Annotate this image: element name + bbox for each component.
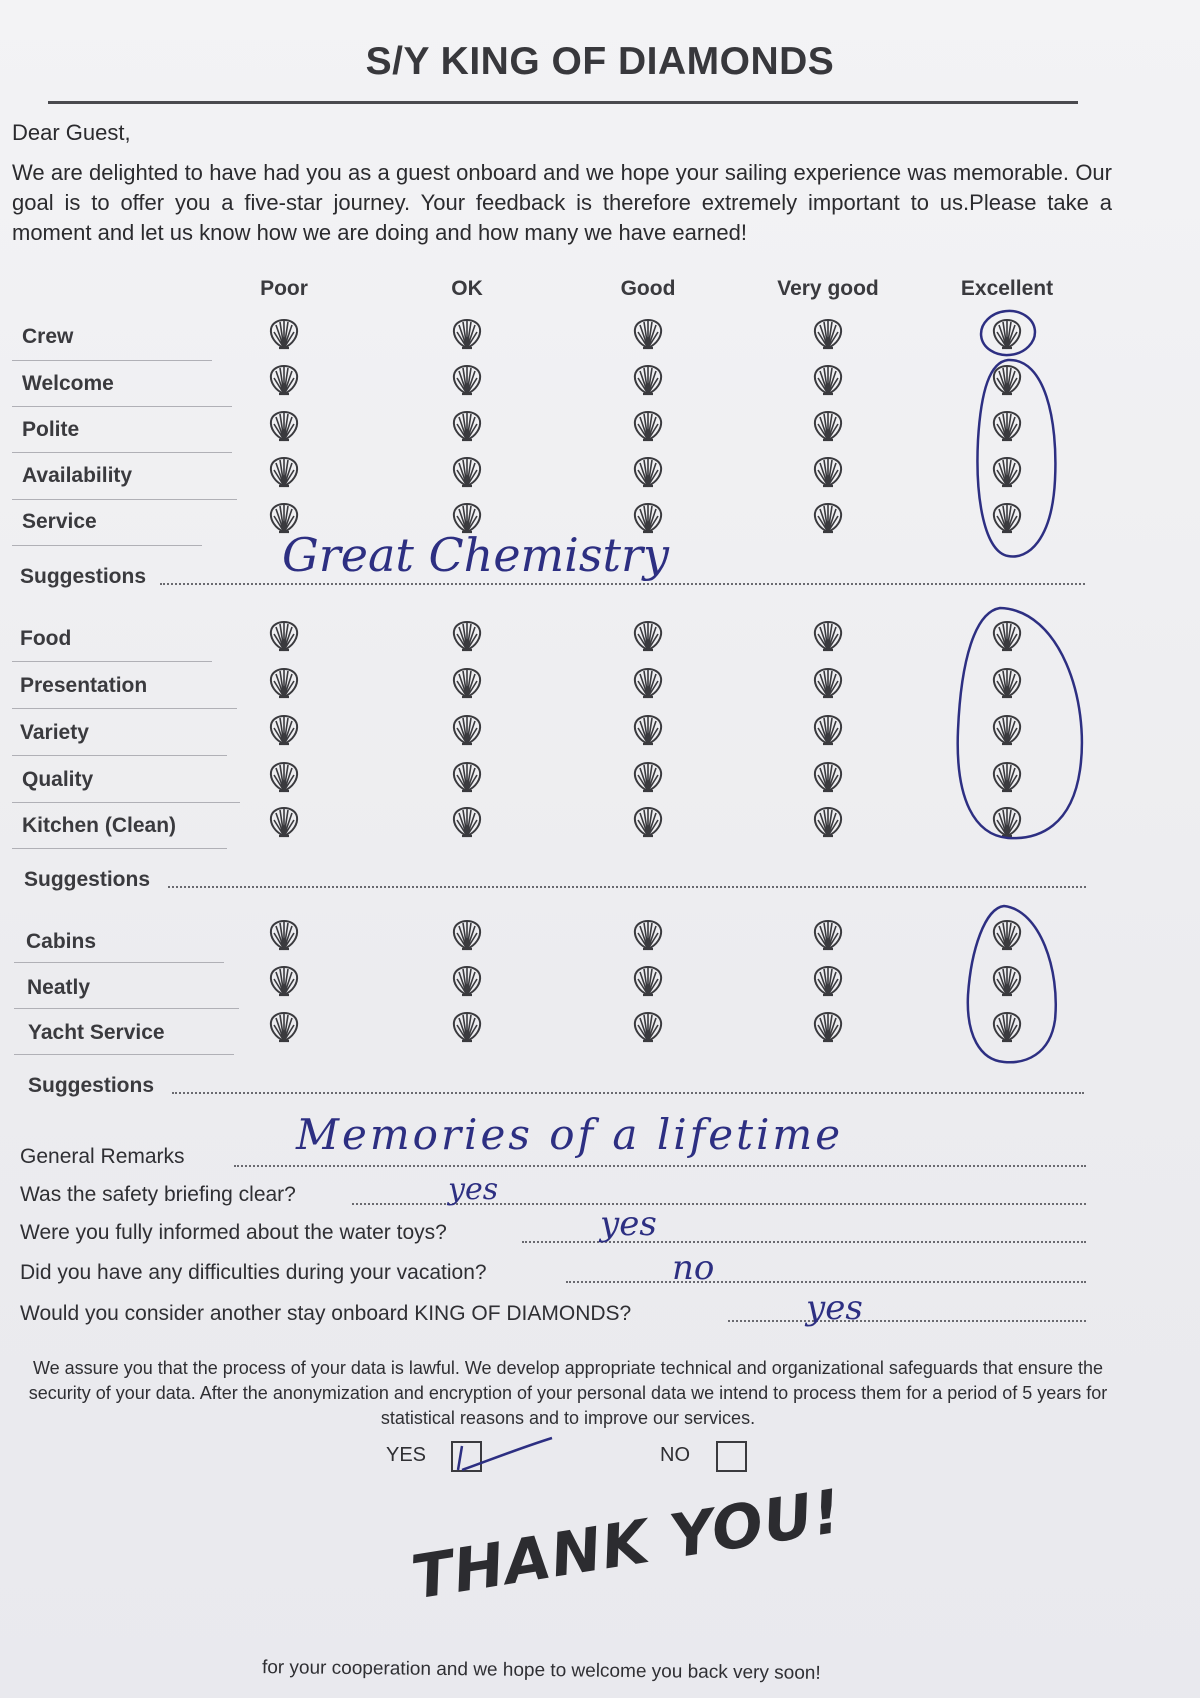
- scallop-shell-icon[interactable]: [990, 317, 1024, 351]
- handwritten-suggestion[interactable]: Great Chemistry: [282, 528, 669, 582]
- scallop-shell-icon[interactable]: [631, 363, 665, 397]
- row-divider: [12, 802, 240, 803]
- row-label-cabins: Cabins: [26, 930, 97, 953]
- scallop-shell-icon[interactable]: [631, 455, 665, 489]
- scallop-shell-icon[interactable]: [990, 363, 1024, 397]
- question-another-stay-label: Would you consider another stay onboard KING OF DIAMONDS?: [20, 1302, 632, 1325]
- row-divider: [14, 1054, 234, 1055]
- row-divider: [12, 755, 227, 756]
- row-divider: [12, 360, 212, 361]
- column-header-poor: Poor: [260, 277, 308, 300]
- scallop-shell-icon[interactable]: [450, 805, 484, 839]
- scallop-shell-icon[interactable]: [990, 666, 1024, 700]
- page-title: S/Y KING OF DIAMONDS: [365, 40, 835, 83]
- column-header-good: Good: [620, 277, 676, 300]
- scallop-shell-icon[interactable]: [631, 501, 665, 535]
- salutation: Dear Guest,: [12, 120, 131, 145]
- row-divider: [12, 708, 237, 709]
- suggestions-label-food: Suggestions: [24, 868, 151, 891]
- answer-line: [566, 1281, 1086, 1283]
- scallop-shell-icon[interactable]: [450, 409, 484, 443]
- scallop-shell-icon[interactable]: [267, 363, 301, 397]
- scallop-shell-icon[interactable]: [990, 760, 1024, 794]
- thank-you-script: THANK YOU!: [407, 1476, 847, 1614]
- scallop-shell-icon[interactable]: [990, 713, 1024, 747]
- scallop-shell-icon[interactable]: [631, 619, 665, 653]
- scallop-shell-icon[interactable]: [631, 760, 665, 794]
- consent-yes-label: YES: [386, 1444, 427, 1466]
- footer-note: for your cooperation and we hope to welcome you back very soon!: [261, 1657, 821, 1684]
- scallop-shell-icon[interactable]: [811, 805, 845, 839]
- scallop-shell-icon[interactable]: [631, 713, 665, 747]
- consent-no-label: NO: [660, 1444, 690, 1466]
- question-general-remarks-label: General Remarks: [20, 1145, 185, 1168]
- scallop-shell-icon[interactable]: [990, 409, 1024, 443]
- scallop-shell-icon[interactable]: [267, 805, 301, 839]
- scallop-shell-icon[interactable]: [267, 964, 301, 998]
- scallop-shell-icon[interactable]: [267, 918, 301, 952]
- row-label-presentation: Presentation: [20, 674, 148, 697]
- row-divider: [12, 499, 237, 500]
- row-divider: [12, 848, 227, 849]
- privacy-notice: We assure you that the process of your data is lawful. We develop appropriate technical and organizational safeguards that ensure the security of your data. After the anonymization and encryption of your personal data we intend to process them for a period of 5 years for statistical reasons and to improve our services.: [28, 1358, 1108, 1428]
- title-divider: [48, 101, 1078, 104]
- scallop-shell-icon[interactable]: [990, 619, 1024, 653]
- scallop-shell-icon[interactable]: [450, 964, 484, 998]
- question-safety-briefing-label: Was the safety briefing clear?: [20, 1183, 296, 1206]
- row-label-service: Service: [22, 510, 97, 533]
- scallop-shell-icon[interactable]: [450, 501, 484, 535]
- scallop-shell-icon[interactable]: [811, 666, 845, 700]
- row-divider: [12, 406, 232, 407]
- another-stay-answer[interactable]: yes: [806, 1288, 863, 1328]
- intro-paragraph: We are delighted to have had you as a guest onboard and we hope your sailing experience was memorable. Our goal is to offer you a five-star journey. Your feedback is therefore extremely important to us.Please take a moment and let us know how we are doing and how many we have earned!: [12, 160, 1112, 245]
- scallop-shell-icon[interactable]: [450, 363, 484, 397]
- scallop-shell-icon[interactable]: [990, 455, 1024, 489]
- row-label-neatly: Neatly: [27, 976, 91, 999]
- scallop-shell-icon[interactable]: [267, 760, 301, 794]
- consent-no-checkbox[interactable]: [716, 1441, 747, 1472]
- column-header-excellent: Excellent: [960, 277, 1054, 300]
- scallop-shell-icon[interactable]: [811, 1010, 845, 1044]
- scallop-shell-icon[interactable]: [450, 455, 484, 489]
- scallop-shell-icon[interactable]: [811, 455, 845, 489]
- answer-line: [234, 1165, 1086, 1167]
- scallop-shell-icon[interactable]: [631, 918, 665, 952]
- scallop-shell-icon[interactable]: [450, 713, 484, 747]
- suggestions-label-cabins: Suggestions: [28, 1074, 155, 1097]
- row-label-food: Food: [20, 627, 72, 650]
- row-label-availability: Availability: [22, 464, 133, 487]
- scallop-shell-icon[interactable]: [811, 713, 845, 747]
- scallop-shell-icon[interactable]: [811, 363, 845, 397]
- suggestions-line: [160, 583, 1085, 585]
- scallop-shell-icon[interactable]: [450, 619, 484, 653]
- row-label-yacht-service: Yacht Service: [28, 1021, 165, 1044]
- water-toys-answer[interactable]: yes: [600, 1204, 657, 1244]
- scallop-shell-icon[interactable]: [450, 317, 484, 351]
- scallop-shell-icon[interactable]: [267, 666, 301, 700]
- row-label-variety: Variety: [20, 721, 89, 744]
- question-difficulties-label: Did you have any difficulties during your vacation?: [20, 1261, 487, 1284]
- scallop-shell-icon[interactable]: [631, 805, 665, 839]
- column-header-very-good: Very good: [777, 277, 879, 300]
- row-label-quality: Quality: [22, 768, 94, 791]
- row-divider: [12, 545, 202, 546]
- scallop-shell-icon[interactable]: [631, 317, 665, 351]
- scallop-shell-icon[interactable]: [267, 409, 301, 443]
- row-label-welcome: Welcome: [22, 372, 114, 395]
- suggestions-label-crew: Suggestions: [20, 565, 147, 588]
- scallop-shell-icon[interactable]: [267, 317, 301, 351]
- suggestions-line: [168, 886, 1086, 888]
- row-divider: [12, 452, 232, 453]
- row-label-polite: Polite: [22, 418, 80, 441]
- scallop-shell-icon[interactable]: [631, 409, 665, 443]
- scallop-shell-icon[interactable]: [267, 713, 301, 747]
- scallop-shell-icon[interactable]: [631, 1010, 665, 1044]
- scallop-shell-icon[interactable]: [450, 760, 484, 794]
- scallop-shell-icon[interactable]: [267, 619, 301, 653]
- scallop-shell-icon[interactable]: [267, 501, 301, 535]
- scallop-shell-icon[interactable]: [811, 317, 845, 351]
- scallop-shell-icon[interactable]: [267, 1010, 301, 1044]
- consent-yes-checkbox[interactable]: [451, 1441, 482, 1472]
- scallop-shell-icon[interactable]: [811, 964, 845, 998]
- scallop-shell-icon[interactable]: [267, 455, 301, 489]
- safety-briefing-answer[interactable]: yes: [448, 1172, 499, 1207]
- scallop-shell-icon[interactable]: [811, 760, 845, 794]
- scallop-shell-icon[interactable]: [990, 805, 1024, 839]
- row-label-crew: Crew: [22, 325, 74, 348]
- scallop-shell-icon[interactable]: [990, 964, 1024, 998]
- general-remarks-answer[interactable]: Memories of a lifetime: [296, 1110, 844, 1159]
- scallop-shell-icon[interactable]: [450, 666, 484, 700]
- scallop-shell-icon[interactable]: [631, 666, 665, 700]
- scallop-shell-icon[interactable]: [811, 619, 845, 653]
- scallop-shell-icon[interactable]: [631, 964, 665, 998]
- row-divider: [12, 661, 212, 662]
- suggestions-line: [172, 1092, 1084, 1094]
- row-divider: [14, 962, 224, 963]
- answer-line: [728, 1320, 1086, 1322]
- scallop-shell-icon[interactable]: [811, 501, 845, 535]
- row-divider: [14, 1008, 239, 1009]
- scallop-shell-icon[interactable]: [990, 1010, 1024, 1044]
- scallop-shell-icon[interactable]: [990, 501, 1024, 535]
- difficulties-answer[interactable]: no: [672, 1248, 715, 1288]
- question-water-toys-label: Were you fully informed about the water toys?: [20, 1221, 447, 1244]
- scallop-shell-icon[interactable]: [990, 918, 1024, 952]
- row-label-kitchen: Kitchen (Clean): [22, 814, 177, 837]
- column-header-ok: OK: [451, 277, 483, 300]
- scallop-shell-icon[interactable]: [450, 918, 484, 952]
- scallop-shell-icon[interactable]: [450, 1010, 484, 1044]
- scallop-shell-icon[interactable]: [811, 918, 845, 952]
- scallop-shell-icon[interactable]: [811, 409, 845, 443]
